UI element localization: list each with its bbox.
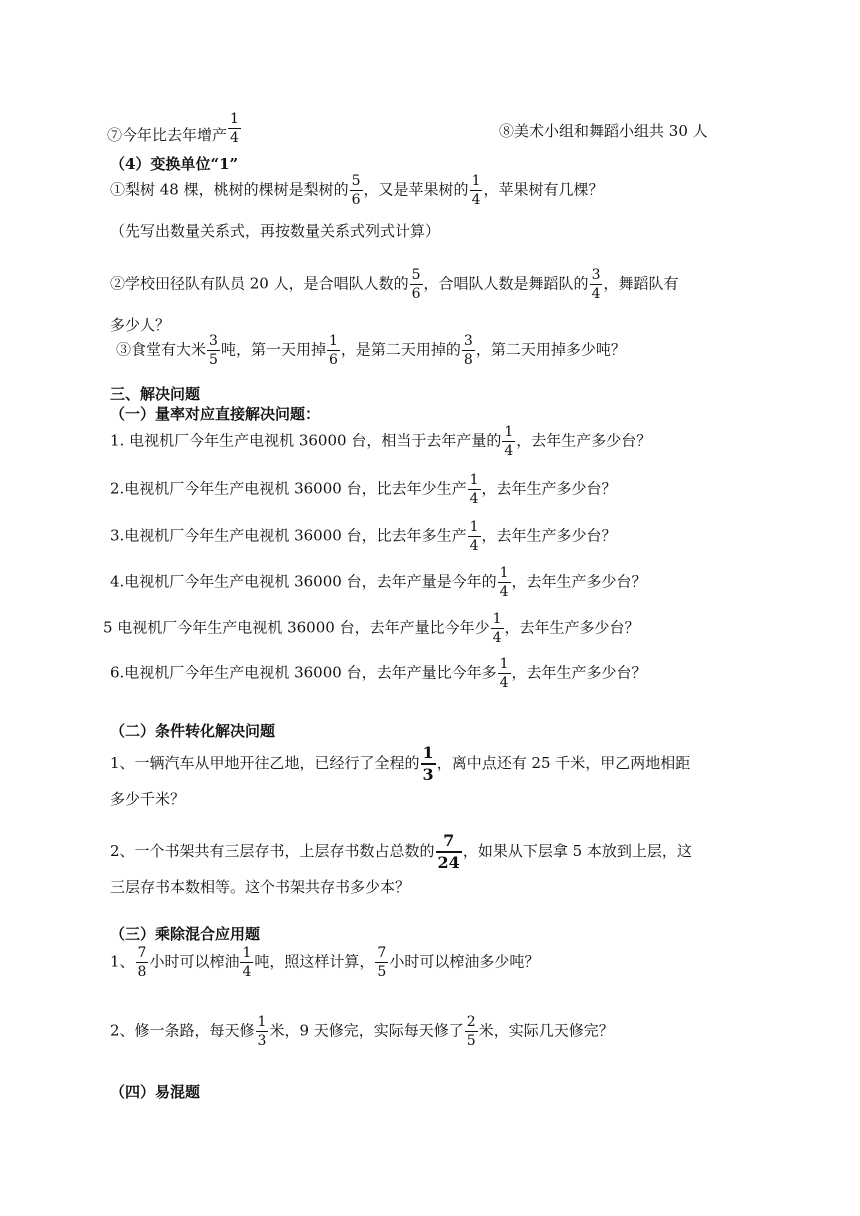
fraction: $\frac{1}{6}$ [328, 333, 338, 368]
question-1: ①梨树 48 棵，桃树的棵树是梨树的 $\frac{5}{6}$ ，又是苹果树的 $\frac{1}{4}$ ，苹果树有几棵？ [110, 173, 604, 208]
problem-4: 4.电视机厂今年生产电视机 36000 台，去年产量是今年的 $\frac{1}{4}$ ，去年生产多少台？ [110, 565, 647, 600]
fraction: $\frac{5}{6}$ [411, 267, 421, 302]
question-3: ③食堂有大米 $\frac{3}{5}$ 吨，第一天用掉 $\frac{1}{6}$ ，是第二天用掉的 $\frac{3}{8}$ ，第二天用掉多少吨？ [116, 333, 626, 368]
fraction: $\frac{1}{4}$ [230, 111, 239, 146]
note: （先写出数量关系式，再按数量关系式列式计算） [110, 222, 441, 240]
fraction: $\frac{7}{24}$ [437, 831, 460, 872]
part-heading: 三、解决问题 [110, 385, 201, 403]
item-7: ⑦今年比去年增产 $\frac{1}{4}$ [107, 111, 239, 146]
mixed-1: 1、 $\frac{7}{8}$ 小时可以榨油 $\frac{1}{4}$ 吨，照这样计算， $\frac{7}{5}$ 小时可以榨油多少吨？ [110, 945, 540, 980]
problem-3: 3.电视机厂今年生产电视机 36000 台，比去年多生产 $\frac{1}{4}$ ，去年生产多少台？ [110, 519, 617, 554]
fraction: $\frac{3}{8}$ [463, 333, 473, 368]
transform-1-line2: 多少千米？ [110, 790, 186, 808]
fraction: $\frac{1}{3}$ [422, 743, 434, 784]
problem-2: 2.电视机厂今年生产电视机 36000 台，比去年少生产 $\frac{1}{4}$ ，去年生产多少台？ [110, 472, 617, 507]
fraction: $\frac{1}{4}$ [471, 173, 481, 208]
fraction: $\frac{7}{8}$ [137, 945, 147, 980]
subsection-1-heading: （一）量率对应直接解决问题： [110, 405, 321, 423]
transform-1: 1、一辆汽车从甲地开往乙地，已经行了全程的 $\frac{1}{3}$ ，离中点还有 25 千米，甲乙两地相距 [110, 743, 691, 784]
fraction: $\frac{1}{4}$ [242, 945, 252, 980]
fraction: $\frac{1}{3}$ [257, 1014, 267, 1049]
mixed-2: 2、修一条路，每天修 $\frac{1}{3}$ 米，9 天修完，实际每天修了 $\frac{2}{5}$ 米，实际几天修完？ [110, 1014, 614, 1049]
problem-5: 5 电视机厂今年生产电视机 36000 台，去年产量比今年少 $\frac{1}{4}$ ，去年生产多少台？ [103, 611, 640, 646]
item-8: ⑧美术小组和舞蹈小组共 30 人 [499, 122, 708, 140]
fraction: $\frac{2}{5}$ [466, 1014, 476, 1049]
transform-2-line2: 三层存书本数相等。这个书架共存书多少本？ [110, 878, 411, 896]
fraction: $\frac{1}{4}$ [469, 472, 479, 507]
problem-6: 6.电视机厂今年生产电视机 36000 台，去年产量比今年多 $\frac{1}{4}$ ，去年生产多少台？ [110, 656, 647, 691]
subsection-3-heading: （三）乘除混合应用题 [110, 925, 261, 943]
fraction: $\frac{7}{5}$ [377, 945, 387, 980]
fraction: $\frac{3}{4}$ [591, 267, 601, 302]
question-2: ②学校田径队有队员 20 人，是合唱队人数的 $\frac{5}{6}$ ，合唱队人数是舞蹈队的 $\frac{3}{4}$ ，舞蹈队有 [110, 267, 679, 302]
fraction: $\frac{1}{4}$ [499, 565, 509, 600]
transform-2: 2、一个书架共有三层存书，上层存书数占总数的 $\frac{7}{24}$ ，如果从下层拿 5 本放到上层，这 [110, 831, 692, 872]
subsection-4-heading: （四）易混题 [110, 1083, 201, 1101]
fraction: $\frac{5}{6}$ [351, 173, 361, 208]
fraction: $\frac{1}{4}$ [504, 424, 514, 459]
question-2-line2: 多少人？ [110, 316, 171, 334]
section-heading: （4）变换单位“1” [110, 155, 239, 173]
fraction: $\frac{1}{4}$ [469, 519, 479, 554]
problem-1: 1. 电视机厂今年生产电视机 36000 台，相当于去年产量的 $\frac{1}{4}$ ，去年生产多少台？ [110, 424, 652, 459]
fraction: $\frac{1}{4}$ [492, 611, 502, 646]
fraction: $\frac{1}{4}$ [499, 656, 509, 691]
fraction: $\frac{3}{5}$ [209, 333, 218, 368]
subsection-2-heading: （二）条件转化解决问题 [110, 722, 276, 740]
